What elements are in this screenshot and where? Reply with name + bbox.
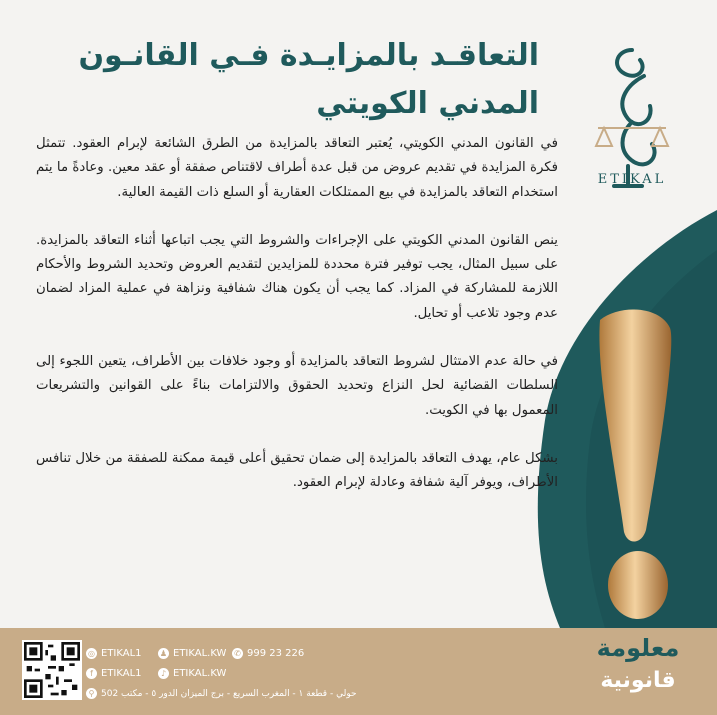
address-contact xyxy=(86,688,357,699)
instagram-contact[interactable] xyxy=(86,648,142,659)
article-body xyxy=(36,132,558,520)
paragraph: في القانون المدني الكويتي، يُعتبر التعاقد بالمزايدة من الطرق الشائعة لإبرام العقود. تتمثل فكرة المزايدة في تقديم عروض من قبل عدة أطراف لاقتناص صفقة أو عقد معين. وعادةً ما يتم استخدام التعاقد بالمزايدة في بيع الممتلكات العقارية أو السلع ذات القيمة العالية. xyxy=(36,136,558,200)
page-title-line-1: التعاقـد بالمزايـدة فـي القانـون xyxy=(78,38,539,73)
phone-icon: ✆ xyxy=(232,648,243,659)
facebook-icon: f xyxy=(86,668,97,679)
instagram-handle: ETIKAL1 xyxy=(101,648,142,659)
snapchat-handle: ETIKAL.KW xyxy=(173,648,227,659)
logo-wordmark: ETIKAL xyxy=(597,172,667,187)
exclamation-mark-icon xyxy=(560,300,700,630)
phone-contact[interactable] xyxy=(232,648,304,659)
snapchat-icon: ♟ xyxy=(159,649,168,658)
qr-code-icon[interactable] xyxy=(22,640,82,700)
tiktok-contact[interactable] xyxy=(158,668,226,679)
address-text: حولي - قطعة ١ - المغرب السريع - برج الميزان الدور ٥ - مكتب 502 xyxy=(101,688,357,699)
location-pin-icon: ⚲ xyxy=(86,688,97,699)
paragraph: ينص القانون المدني الكويتي على الإجراءات والشروط التي يجب اتباعها أثناء التعاقد بالمزايدة. على سبيل المثال، يجب توفير فترة محددة للمزايدين لتقديم العروض وتحديد الشروط والأحكام اللازمة للمشاركة في المزاد. كما يجب أن يكون هناك شفافية ونزاهة في عملية المزاد لضمان عدم وجود تلاعب أو تحايل. xyxy=(36,232,558,321)
facebook-handle: ETIKAL1 xyxy=(101,668,142,679)
facebook-contact[interactable] xyxy=(86,668,142,679)
tiktok-handle: ETIKAL.KW xyxy=(173,668,227,679)
instagram-icon: ◎ xyxy=(86,648,97,659)
paragraph: بشكل عام، يهدف التعاقد بالمزايدة إلى ضمان تحقيق أعلى قيمة ممكنة للصفقة من خلال تنافس الأطراف، ويوفر آلية شفافة وعادلة لإبرام العقود. xyxy=(36,450,558,491)
legal-info-badge-line-1: معلومة xyxy=(596,634,680,662)
page-title-line-2: المدني الكويتي xyxy=(316,86,539,121)
paragraph: في حالة عدم الامتثال لشروط التعاقد بالمزايدة أو وجود خلافات بين الأطراف، يتعين اللجوء إلى السلطات القضائية لحل النزاع وتحديد الحقوق والالتزامات بناءً على القوانين والتشريعات المعمول بها في الكويت. xyxy=(36,354,558,418)
tiktok-icon: ♪ xyxy=(158,668,169,679)
phone-number: 999 23 226 xyxy=(247,648,305,659)
snapchat-contact[interactable] xyxy=(158,648,226,659)
legal-info-badge-line-2: قانونية xyxy=(600,668,676,693)
